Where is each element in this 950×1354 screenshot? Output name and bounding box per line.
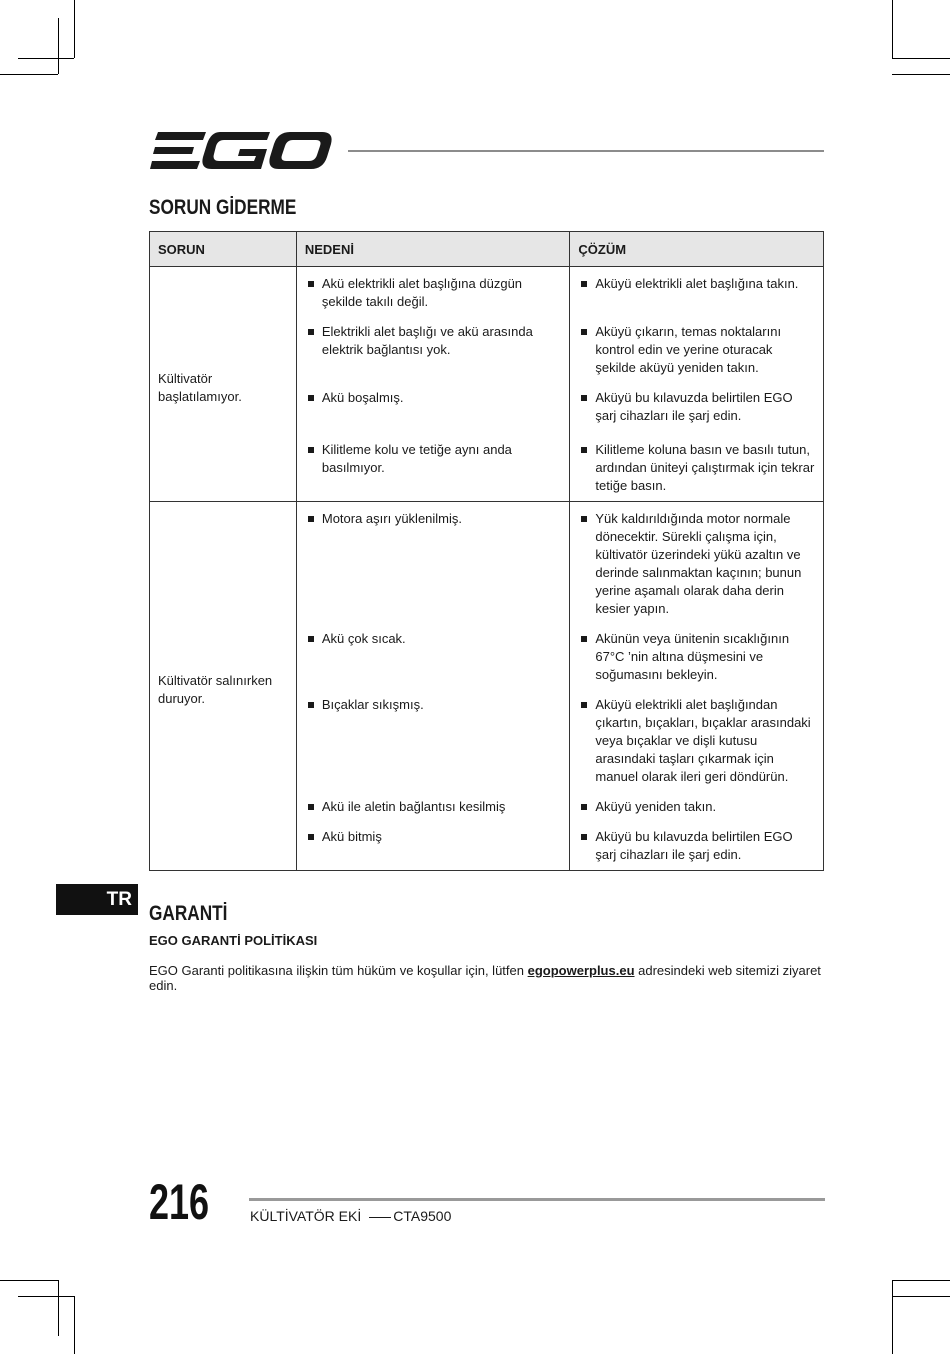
bullet-icon bbox=[308, 447, 314, 453]
bullet-icon bbox=[308, 281, 314, 287]
problem-cell: Kültivatör başlatılamıyor. bbox=[150, 267, 297, 502]
solution-cell: Yük kaldırıldığında motor normale dönecektir. Sürekli çalışma için, kültivatör üzerindeki yükü azaltın ve derinde salınmaktan kaçının; bunun yerine aşamalı olarak daha derin kesier yapın. bbox=[570, 502, 824, 625]
crop-mark bbox=[74, 1296, 75, 1354]
crop-mark bbox=[892, 74, 950, 75]
ego-logo bbox=[150, 130, 332, 172]
bullet-icon bbox=[308, 834, 314, 840]
crop-mark bbox=[0, 1280, 58, 1281]
crop-mark bbox=[892, 1280, 893, 1354]
bullet-icon bbox=[308, 804, 314, 810]
cause-cell: Elektrikli alet başlığı ve akü arasında elektrik bağlantısı yok. bbox=[296, 317, 570, 383]
warranty-subtitle: EGO GARANTİ POLİTİKASI bbox=[149, 933, 318, 948]
solution-cell: Aküyü çıkarın, temas noktalarını kontrol edin ve yerine oturacak şekilde aküyü yeniden takın. bbox=[570, 317, 824, 383]
crop-mark bbox=[58, 18, 59, 74]
cause-cell: Akü çok sıcak. bbox=[296, 624, 570, 690]
crop-mark bbox=[892, 1280, 950, 1281]
cause-cell: Bıçaklar sıkışmış. bbox=[296, 690, 570, 792]
troubleshooting-table bbox=[149, 231, 824, 871]
solution-cell: Akünün veya ünitenin sıcaklığının 67°C ’nin altına düşmesini ve soğumasını bekleyin. bbox=[570, 624, 824, 690]
crop-mark bbox=[58, 1280, 59, 1336]
bullet-icon bbox=[308, 395, 314, 401]
warranty-text: EGO Garanti politikasına ilişkin tüm hüküm ve koşullar için, lütfen egopowerplus.eu adresindeki web sitemizi ziyaret edin. bbox=[149, 963, 821, 993]
solution-cell: Aküyü elektrikli alet başlığından çıkartın, bıçakları, bıçaklar arasındaki veya bıçaklar ve dişli kutusu arasındaki taşları çıkarmak için manuel olarak ileri geri döndürün. bbox=[570, 690, 824, 792]
section-title-troubleshooting: SORUN GİDERME bbox=[149, 196, 297, 219]
crop-mark bbox=[892, 0, 893, 58]
bullet-icon bbox=[581, 329, 587, 335]
crop-mark bbox=[18, 1296, 74, 1297]
cause-cell: Akü boşalmış. bbox=[296, 383, 570, 435]
cause-cell: Akü ile aletin bağlantısı kesilmiş bbox=[296, 792, 570, 822]
bullet-icon bbox=[581, 516, 587, 522]
bullet-icon bbox=[308, 636, 314, 642]
footer-text bbox=[250, 1208, 451, 1224]
crop-mark bbox=[892, 1296, 950, 1297]
footer-rule bbox=[249, 1198, 825, 1201]
bullet-icon bbox=[308, 329, 314, 335]
website-link[interactable]: egopowerplus.eu bbox=[527, 963, 635, 978]
crop-mark bbox=[892, 58, 950, 59]
solution-cell: Aküyü yeniden takın. bbox=[570, 792, 824, 822]
bullet-icon bbox=[581, 804, 587, 810]
footer-dash bbox=[369, 1217, 391, 1218]
bullet-icon bbox=[581, 447, 587, 453]
footer-product: KÜLTİVATÖR EKİ bbox=[250, 1208, 362, 1224]
bullet-icon bbox=[308, 702, 314, 708]
problem-cell: Kültivatör salınırken duruyor. bbox=[150, 502, 297, 871]
header-rule bbox=[348, 150, 824, 152]
solution-cell: Aküyü elektrikli alet başlığına takın. bbox=[570, 267, 824, 318]
bullet-icon bbox=[308, 516, 314, 522]
cause-cell: Kilitleme kolu ve tetiğe aynı anda basılmıyor. bbox=[296, 435, 570, 502]
bullet-icon bbox=[581, 834, 587, 840]
page-number: 216 bbox=[149, 1174, 210, 1230]
cause-cell: Akü bitmiş bbox=[296, 822, 570, 871]
crop-mark bbox=[0, 74, 58, 75]
section-title-warranty: GARANTİ bbox=[149, 902, 228, 925]
header-solution: ÇÖZÜM bbox=[570, 232, 824, 267]
crop-mark bbox=[18, 58, 74, 59]
solution-cell: Aküyü bu kılavuzda belirtilen EGO şarj cihazları ile şarj edin. bbox=[570, 383, 824, 435]
language-tab: TR bbox=[56, 884, 138, 915]
bullet-icon bbox=[581, 281, 587, 287]
crop-mark bbox=[74, 0, 75, 58]
solution-cell: Kilitleme koluna basın ve basılı tutun, ardından üniteyi çalıştırmak için tekrar tetiğe basın. bbox=[570, 435, 824, 502]
header-problem: SORUN bbox=[150, 232, 297, 267]
bullet-icon bbox=[581, 636, 587, 642]
cause-cell: Akü elektrikli alet başlığına düzgün şekilde takılı değil. bbox=[296, 267, 570, 318]
cause-cell: Motora aşırı yüklenilmiş. bbox=[296, 502, 570, 625]
bullet-icon bbox=[581, 395, 587, 401]
bullet-icon bbox=[581, 702, 587, 708]
header-cause: NEDENİ bbox=[296, 232, 570, 267]
footer-model: CTA9500 bbox=[393, 1208, 452, 1224]
solution-cell: Aküyü bu kılavuzda belirtilen EGO şarj cihazları ile şarj edin. bbox=[570, 822, 824, 871]
